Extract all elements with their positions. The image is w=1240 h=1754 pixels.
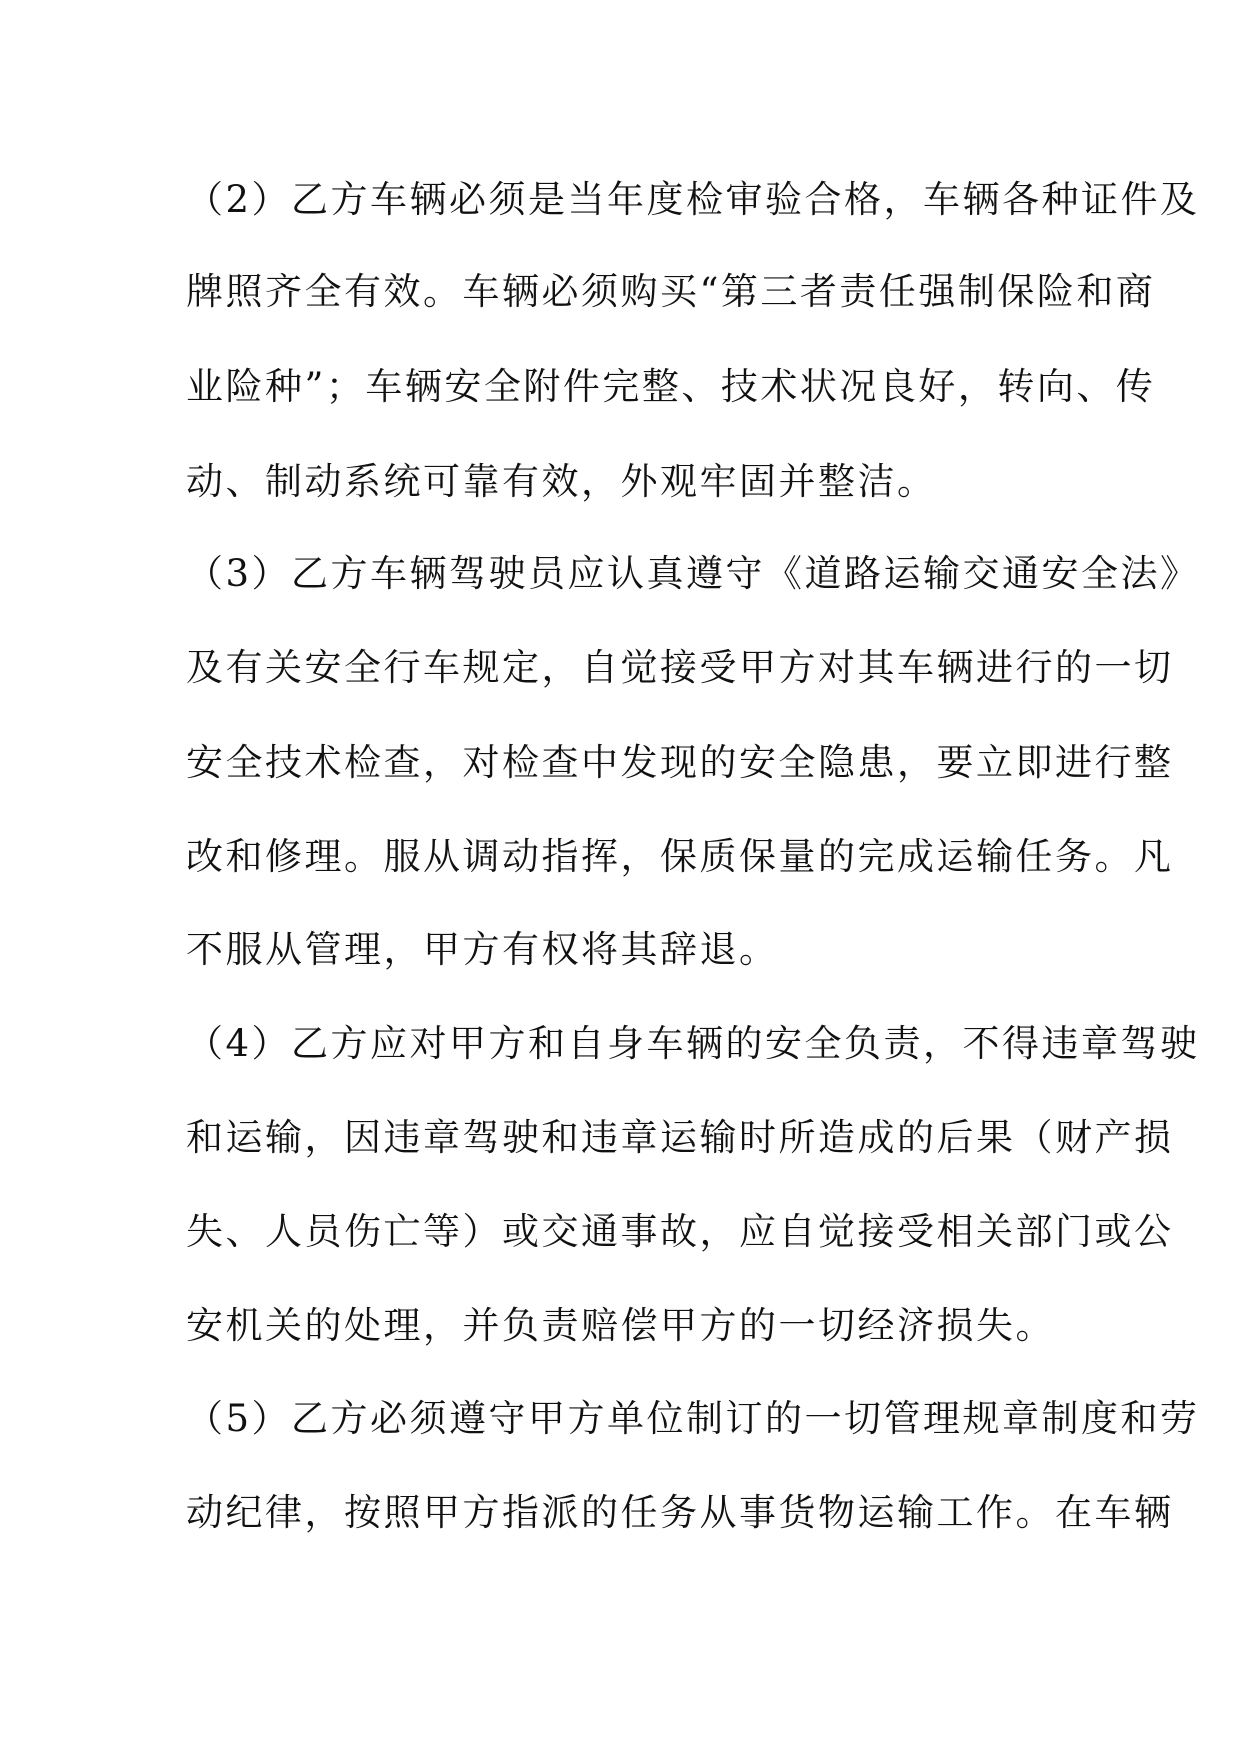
paragraph-2-line-2: 牌照齐全有效。车辆必须购买“第三者责任强制保险和商 (186, 270, 1156, 313)
paragraph-5-line-2: 动纪律，按照甲方指派的任务从事货物运输工作。在车辆 (186, 1491, 1174, 1534)
paragraph-2-line-4: 动、制动系统可靠有效，外观牢固并整洁。 (186, 460, 937, 503)
paragraph-4-line-1: （4）乙方应对甲方和自身车辆的安全负责，不得违章驾驶 (186, 1022, 1200, 1065)
paragraph-3-line-2: 及有关安全行车规定，自觉接受甲方对其车辆进行的一切 (186, 646, 1174, 689)
paragraph-4-line-4: 安机关的处理，并负责赔偿甲方的一切经济损失。 (186, 1304, 1055, 1347)
paragraph-3-line-5: 不服从管理，甲方有权将其辞退。 (186, 928, 779, 971)
paragraph-2-line-1: （2）乙方车辆必须是当年度检审验合格，车辆各种证件及 (186, 178, 1200, 221)
paragraph-4-line-2: 和运输，因违章驾驶和违章运输时所造成的后果（财产损 (186, 1116, 1174, 1159)
paragraph-3-line-4: 改和修理。服从调动指挥，保质保量的完成运输任务。凡 (186, 835, 1174, 878)
paragraph-3-line-3: 安全技术检查，对检查中发现的安全隐患，要立即进行整 (186, 741, 1174, 784)
paragraph-5-line-1: （5）乙方必须遵守甲方单位制订的一切管理规章制度和劳 (186, 1397, 1200, 1440)
paragraph-4-line-3: 失、人员伤亡等）或交通事故，应自觉接受相关部门或公 (186, 1210, 1174, 1253)
paragraph-3-line-1: （3）乙方车辆驾驶员应认真遵守《道路运输交通安全法》 (186, 552, 1200, 595)
paragraph-2-line-3: 业险种”；车辆安全附件完整、技术状况良好，转向、传 (186, 365, 1156, 408)
